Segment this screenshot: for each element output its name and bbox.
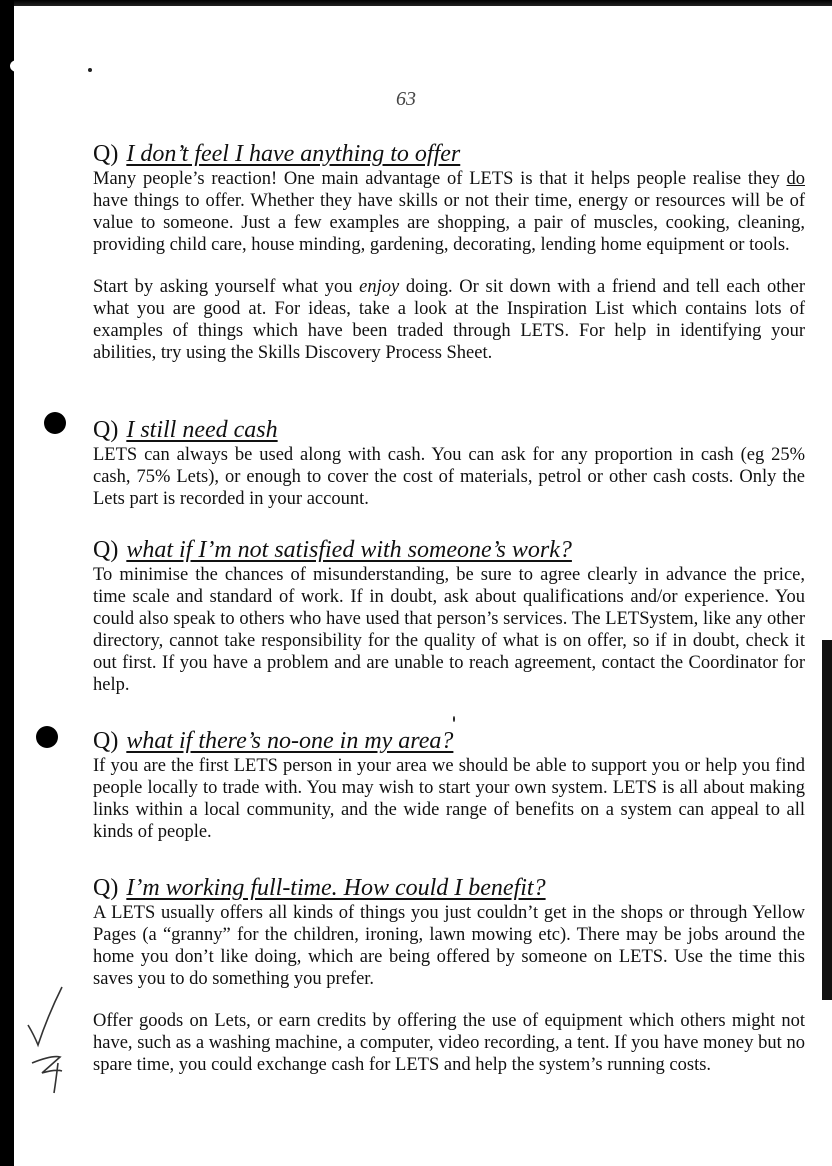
page-number: 63 — [396, 88, 416, 110]
question-heading — [93, 416, 805, 444]
ink-speck — [10, 60, 24, 72]
question-title: I still need cash — [126, 417, 278, 443]
scan-edge-right — [822, 640, 832, 1000]
answer-paragraph: A LETS usually offers all kinds of things you just couldn’t get in the shops or through Yellow Pages (a “granny” for the children, ironing, lawn mowing etc). There may be jobs around the home you don’t like doing, which are being offered by someone on LETS. Use the time this saves you to do something you prefer. — [93, 903, 805, 989]
faq-section-no-one-in-area — [93, 727, 805, 843]
answer-paragraph — [93, 276, 805, 364]
faq-section-not-satisfied — [93, 536, 805, 696]
answer-paragraph: To minimise the chances of misunderstanding, be sure to agree clearly in advance the price, time scale and standard of work. If in doubt, ask about qualifications and/or experience. You could also speak to others who have used that person’s services. The LETSystem, like any other directory, cannot take responsibility for the quality of what is on offer, so if in doubt, check it out first. If you have a problem and are unable to reach agreement, contact the Coordinator for help. — [93, 565, 805, 695]
answer-text: doing. Or sit down with a friend and tell each other what you are good at. For ideas, take a look at the Inspiration List which contains lots of examples of things which have been traded through LETS. For help in identifying your abilities, try using the Skills Discovery Process Sheet. — [93, 277, 805, 363]
ink-speck — [453, 716, 455, 722]
faq-section-need-cash — [93, 416, 805, 510]
answer-emphasis: enjoy — [359, 277, 400, 297]
answer-text: Many people’s reaction! One main advantage of LETS is that it helps people realise they — [93, 169, 787, 189]
question-prefix: Q) — [93, 141, 119, 167]
question-prefix: Q) — [93, 728, 119, 754]
question-prefix: Q) — [93, 537, 119, 563]
faq-section-nothing-to-offer — [93, 140, 805, 364]
answer-paragraph: If you are the first LETS person in your area we should be able to support you or help you find people locally to trade with. You may wish to start your own system. LETS is all about making links within a local community, and the wide range of benefits on a system can appeal to all kinds of people. — [93, 756, 805, 842]
question-heading — [93, 140, 805, 168]
scan-edge-left — [0, 0, 14, 1166]
faq-section-working-full-time — [93, 874, 805, 1076]
answer-paragraph: Offer goods on Lets, or earn credits by offering the use of equipment which others might not have, such as a washing machine, a computer, video recording, a tent. If you have money but no spare time, you could exchange cash for LETS and help the system’s running costs. — [93, 1011, 805, 1075]
ink-speck — [88, 68, 92, 72]
question-title: I don’t feel I have anything to offer — [126, 141, 461, 167]
answer-text: have things to offer. Whether they have skills or not their time, energy or resources will be of value to someone. Just a few examples are shopping, a pair of muscles, cooking, cleaning, providing child care, house minding, gardening, decorating, lending home equipment or tools. — [93, 191, 805, 255]
question-prefix: Q) — [93, 875, 119, 901]
question-title: what if I’m not satisfied with someone’s work? — [126, 537, 572, 563]
answer-emphasis: do — [786, 169, 805, 189]
handwritten-tick-icon — [22, 985, 72, 1095]
question-prefix: Q) — [93, 417, 119, 443]
answer-paragraph — [93, 168, 805, 256]
scan-edge-top — [0, 0, 832, 6]
answer-paragraph: LETS can always be used along with cash. You can ask for any proportion in cash (eg 25% cash, 75% Lets), or enough to cover the cost of materials, petrol or other cash costs. Only the Lets part is recorded in your account. — [93, 445, 805, 509]
question-heading — [93, 874, 805, 902]
question-title: what if there’s no-one in my area? — [126, 728, 454, 754]
question-heading — [93, 727, 805, 755]
question-title: I’m working full-time. How could I benefit? — [126, 875, 546, 901]
bullet-dot — [36, 726, 58, 748]
bullet-dot — [44, 412, 66, 434]
answer-text: Start by asking yourself what you — [93, 277, 360, 297]
question-heading — [93, 536, 805, 564]
